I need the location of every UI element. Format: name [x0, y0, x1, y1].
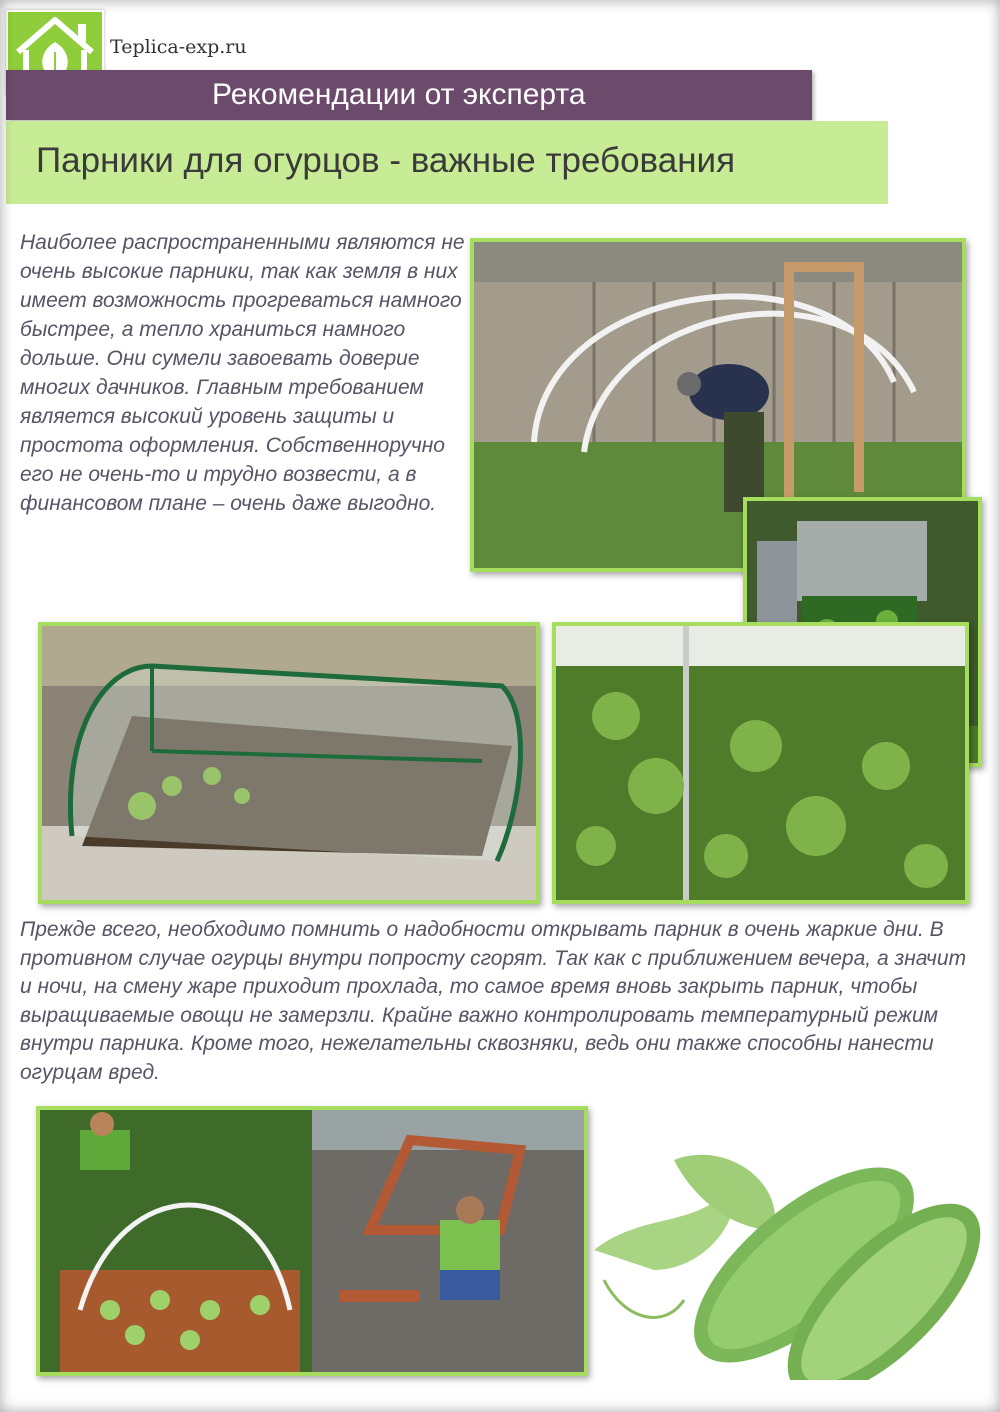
photo-raised-beds: [36, 1106, 588, 1376]
page-title: Парники для огурцов - важные требования: [36, 141, 736, 180]
expert-banner: [6, 70, 812, 120]
banner-text: Рекомендации от эксперта: [212, 78, 586, 111]
photo-cucumber-vines: [552, 622, 969, 904]
paragraph-ventilation: Прежде всего, необходимо помнить о надобности открывать парник в очень жаркие дни. В противном случае огурцы внутри попросту сгорят. Так как с приближением вечера, а значит и ночи, на смену жаре приходит прохлада, то самое время вновь закрыть парник, чтобы выращиваемые овощи не замерзли. Крайне важно контролировать температурный режим внутри парника. Кроме того, нежелательны сквозняки, ведь они также способны нанести огурцам вред.: [20, 918, 967, 1084]
site-name[interactable]: Teplica-exp.ru: [110, 36, 247, 58]
photo-polycarbonate-greenhouse: [38, 622, 540, 904]
title-bar: [6, 121, 888, 204]
paragraph-intro: Наиболее распространенными являются не очень высокие парники, так как земля в них имеет возможность прогреваться намного быстрее, а тепло храниться намного дольше. Они сумели завоевать доверие многих дачников. Главным требованием является высокий уровень защиты и простота оформления. Собственноручно его не очень-то и трудно возвести, а в финансовом плане – очень даже выгодно.: [20, 231, 465, 515]
cucumbers-illustration: [584, 1120, 984, 1380]
